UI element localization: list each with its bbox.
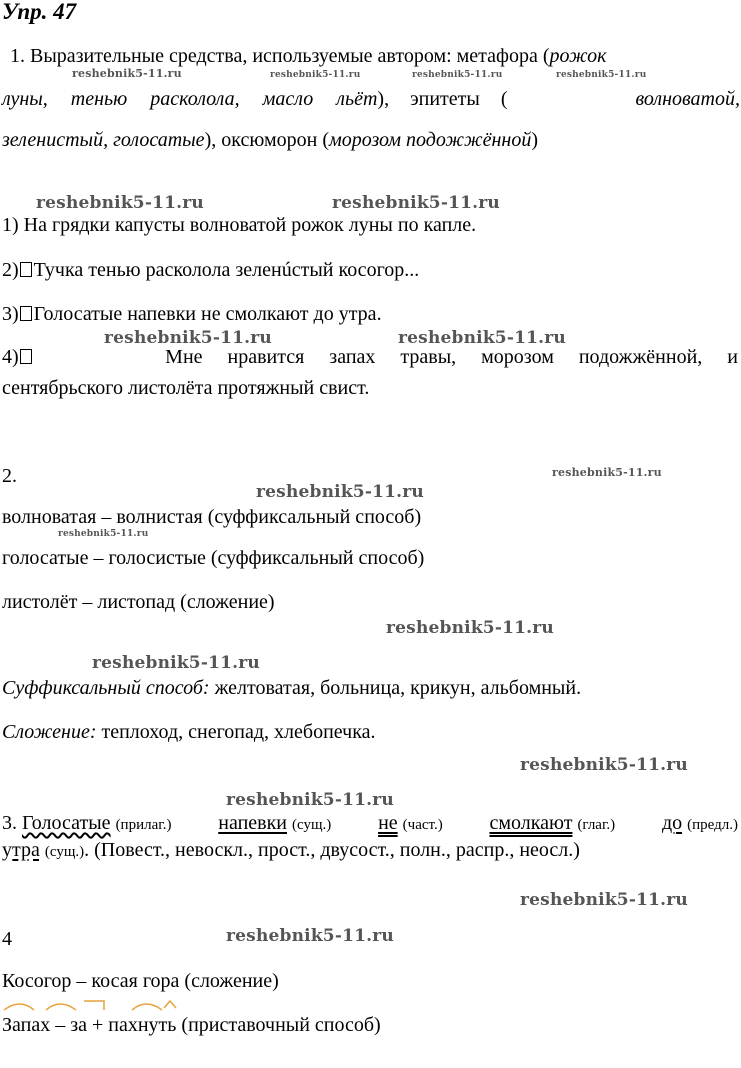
task3-parse-line1: 3. Голосатые (прилаг.) напевки (сущ.) не (част.) смолкают (глаг.) до (предл.): [2, 812, 738, 834]
watermark: reshebnik5-11.ru: [412, 70, 503, 80]
word-adjective: Голосатые: [22, 812, 111, 834]
root-arc-mark: [132, 1004, 162, 1010]
root-arc-mark: [46, 1004, 76, 1010]
watermark: reshebnik5-11.ru: [552, 466, 662, 479]
watermark: reshebnik5-11.ru: [332, 193, 500, 213]
prefix-mark: [84, 1001, 104, 1010]
sentence-4-line2: сентябрьского листолёта протяжный свист.: [2, 377, 370, 399]
root-arc-mark: [4, 1004, 34, 1010]
task1-intro-line2: луны, тенью расколола, масло льёт), эпитеты ( волноватой,: [2, 88, 740, 110]
watermark: reshebnik5-11.ru: [72, 67, 182, 80]
word-particle: не: [378, 812, 398, 834]
task2-row-3: листолёт – листопад (сложение): [2, 591, 275, 613]
task4-row-1: Косогор – косая гора (сложение): [2, 970, 279, 992]
watermark: reshebnik5-11.ru: [270, 70, 361, 80]
task4-row-2: Запах – за + пахнуть (приставочный способ): [2, 1014, 381, 1036]
word-preposition: до: [661, 812, 683, 834]
watermark: reshebnik5-11.ru: [226, 926, 394, 946]
missing-glyph-icon: [20, 306, 32, 321]
task2-row-1: волноватая – волнистая (суффиксальный способ): [2, 506, 422, 528]
word-noun: утра: [2, 839, 40, 861]
sentence-2: 2) Тучка тенью расколола зеленúстый косогор...: [2, 259, 420, 281]
watermark: reshebnik5-11.ru: [386, 618, 554, 638]
watermark: reshebnik5-11.ru: [226, 790, 394, 810]
watermark: reshebnik5-11.ru: [556, 70, 647, 80]
suffix-mark: [164, 1001, 176, 1008]
suffix-examples: Суффиксальный способ: желтоватая, больница, крикун, альбомный.: [2, 677, 582, 699]
watermark: reshebnik5-11.ru: [104, 328, 272, 348]
task2-number: 2.: [2, 465, 17, 487]
missing-glyph-icon: [20, 349, 32, 364]
task1-intro-line1: 1. Выразительные средства, используемые автором: метафора (рожок: [10, 45, 607, 67]
sentence-1: 1) На грядки капусты волноватой рожок луны по капле.: [2, 214, 477, 236]
watermark: reshebnik5-11.ru: [520, 755, 688, 775]
missing-glyph-icon: [20, 262, 32, 277]
sentence-3: 3) Голосатые напевки не смолкают до утра.: [2, 303, 382, 325]
task1-intro-line3: зеленистый, голосатые), оксюморон (морозом подожжённой): [2, 129, 539, 151]
word-subject: напевки: [218, 812, 288, 834]
task2-row-2: голосатые – голосистые (суффиксальный способ): [2, 547, 425, 569]
watermark: reshebnik5-11.ru: [520, 890, 688, 910]
task4-number: 4: [2, 928, 12, 950]
watermark: reshebnik5-11.ru: [398, 328, 566, 348]
compound-examples: Сложение: теплоход, снегопад, хлебопечка.: [2, 721, 376, 743]
word-predicate: смолкают: [489, 812, 573, 834]
watermark: reshebnik5-11.ru: [58, 529, 149, 539]
watermark: reshebnik5-11.ru: [36, 193, 204, 213]
watermark: reshebnik5-11.ru: [256, 482, 424, 502]
task3-parse-line2: утра (сущ.). (Повест., невоскл., прост., двусост., полн., распр., неосл.): [2, 839, 580, 861]
sentence-4-line1: 4) Мне нравится запах травы, морозом подожжённой, и: [2, 346, 738, 368]
exercise-title: Упр. 47: [2, 0, 77, 24]
watermark: reshebnik5-11.ru: [92, 653, 260, 673]
